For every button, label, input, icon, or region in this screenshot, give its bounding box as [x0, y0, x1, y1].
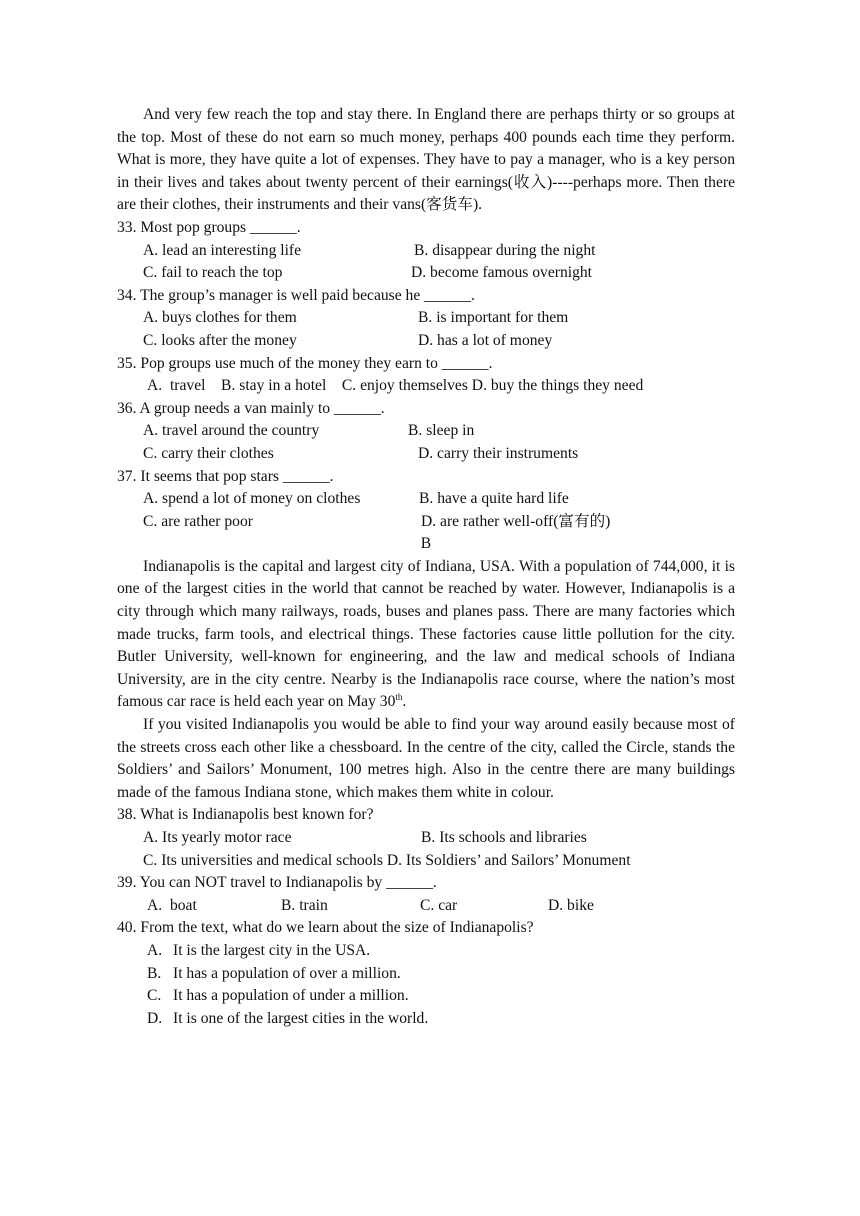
question-37-stem: 37. It seems that pop stars ______. — [117, 467, 334, 485]
question-36-options-row-1 — [117, 420, 735, 443]
passage-b-paragraph-2: If you visited Indianapolis you would be able to find your way around easily because most of the streets cross each other like a chessboard. In the centre of the city, called the Circle, stands the Soldiers’ and Sailors’ Monument, 100 metres high. Also in the centre there are many buildings made of the famous Indiana stone, which makes them white in colour. — [117, 716, 735, 801]
question-39-options — [117, 895, 735, 918]
option-label: C. — [147, 987, 162, 1005]
option-d: D. bike — [548, 896, 594, 914]
option-d: D. carry their instruments — [418, 444, 579, 462]
option-b: B. have a quite hard life — [419, 490, 569, 508]
passage-a-paragraph: And very few reach the top and stay there. In England there are perhaps thirty or so groups at the top. Most of these do not earn so much money, perhaps 400 pounds each time they perform. What is more, they have quite a lot of expenses. They have to pay a manager, who is a key person in their lives and takes about twenty percent of their earnings(收入)----perhaps more. Then there are their clothes, their instruments and their vans(客货车). — [117, 106, 735, 214]
question-33-options-row-2 — [117, 262, 735, 285]
question-37-options-row-1 — [117, 488, 735, 511]
option-d: D. are rather well-off(富有的) — [421, 512, 611, 530]
question-40-option-d — [117, 1008, 735, 1031]
option-text: It has a population of over a million. — [173, 964, 401, 982]
question-34-options-row-1 — [117, 307, 735, 330]
option-label: D. — [147, 1009, 163, 1027]
option-c: C. fail to reach the top — [143, 264, 283, 282]
option-a: A. buys clothes for them — [143, 309, 297, 327]
option-c: C. looks after the money — [143, 331, 297, 349]
option-b: B. Its schools and libraries — [421, 829, 587, 846]
option-c: C. are rather poor — [143, 512, 253, 530]
question-33-stem: 33. Most pop groups ______. — [117, 218, 301, 236]
option-a: A. lead an interesting life — [143, 241, 302, 259]
question-40-option-c — [117, 985, 735, 1008]
option-a: A. boat — [147, 896, 197, 914]
option-label: B. — [147, 964, 162, 982]
question-35-options: A. travel B. stay in a hotel C. enjoy themselves D. buy the things they need — [147, 377, 644, 395]
ordinal-suffix: th — [395, 692, 403, 703]
option-c: C. car — [420, 896, 458, 914]
option-text: It is the largest city in the USA. — [173, 941, 371, 959]
option-a: A. travel around the country — [143, 422, 320, 440]
passage-b-p1-text: Indianapolis is the capital and largest city of Indiana, USA. With a population of 744,000, it is one of the largest cities in the world that cannot be reached by water. However, Indianapolis is a city through which many railways, roads, buses and planes pass. There are many factories which made trucks, farm tools, and electrical things. These factories cause little pollution for the city. Butler University, well-known for engineering, and the law and medical schools of Indiana University, are in the city centre. Nearby is the Indianapolis race course, where the nation’s most famous car race is held each year on May 30 — [117, 557, 735, 711]
document-page — [117, 104, 735, 1030]
question-36-options-row-2 — [117, 443, 735, 466]
question-33-options-row-1 — [117, 240, 735, 263]
option-b: B. sleep in — [408, 422, 475, 440]
question-38-options-row-1 — [117, 827, 735, 850]
option-a: A. Its yearly motor race — [143, 829, 292, 846]
option-d: D. become famous overnight — [411, 264, 593, 282]
option-a: A. spend a lot of money on clothes — [143, 490, 361, 508]
option-label: A. — [147, 941, 163, 959]
question-39-stem: 39. You can NOT travel to Indianapolis by ______. — [117, 874, 437, 892]
passage-b-p1-end: . — [402, 693, 407, 711]
option-b: B. train — [281, 896, 328, 914]
passage-b-paragraph-1 — [117, 556, 735, 714]
question-38-options-row-2 — [117, 850, 735, 873]
option-d: D. has a lot of money — [418, 331, 553, 349]
question-40-stem: 40. From the text, what do we learn about the size of Indianapolis? — [117, 919, 534, 937]
question-37-options-row-2 — [117, 511, 735, 534]
question-40-option-b — [117, 963, 735, 986]
option-c: C. carry their clothes — [143, 444, 274, 462]
option-b: B. disappear during the night — [414, 241, 596, 259]
section-b-heading: B — [420, 535, 432, 553]
question-34-options-row-2 — [117, 330, 735, 353]
option-text: It has a population of under a million. — [173, 987, 409, 1005]
question-35-stem: 35. Pop groups use much of the money they earn to ______. — [117, 354, 493, 372]
option-b: B. is important for them — [418, 309, 569, 327]
question-38-stem: 38. What is Indianapolis best known for? — [117, 806, 374, 824]
question-36-stem: 36. A group needs a van mainly to ______. — [117, 399, 385, 417]
question-34-stem: 34. The group’s manager is well paid because he ______. — [117, 286, 475, 304]
option-text: It is one of the largest cities in the world. — [173, 1009, 429, 1027]
option-cd: C. Its universities and medical schools D. Its Soldiers’ and Sailors’ Monument — [143, 851, 631, 869]
question-40-option-a — [117, 940, 735, 963]
